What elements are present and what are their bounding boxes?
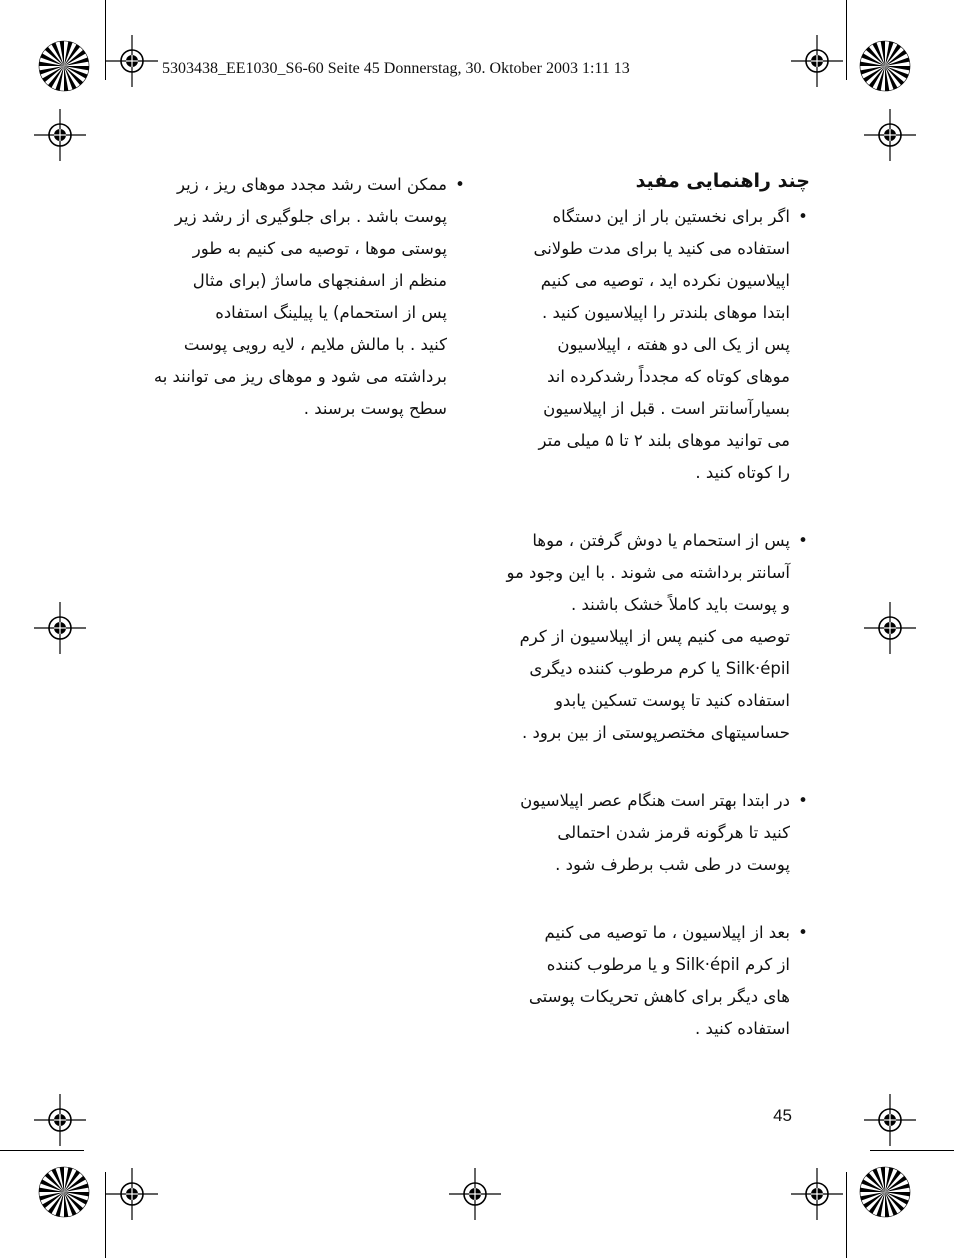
crop-mark-line xyxy=(0,1150,84,1151)
text-line: را کوتاه کنید . xyxy=(695,463,790,482)
text-line: استفاده کنید تا پوست تسکین یابدو xyxy=(554,691,790,710)
bullet-marker: • xyxy=(455,175,465,194)
text-line: کنید . با مالش ملایم ، لایه رویی پوست xyxy=(183,335,447,354)
tip-item xyxy=(510,785,810,881)
text-line: و پوست باید کاملاً خشک باشند . xyxy=(570,595,790,614)
text-line: از کرم Silk·épil و یا مرطوب کننده xyxy=(546,955,790,974)
page-number: 45 xyxy=(773,1106,792,1125)
text-line: موهای کوتاه که مجدداً رشدکرده اند xyxy=(547,367,790,386)
text-line: پس از یک الی دو هفته ، اپیلاسیون xyxy=(557,335,790,354)
text-line: Silk·épil یا کرم مرطوب کننده دیگری xyxy=(529,659,790,678)
tip-item xyxy=(506,525,810,749)
text-line: ابتدا موهای بلندتر را اپیلاسیون کنید . xyxy=(542,303,790,322)
tip-item xyxy=(510,201,810,489)
text-line: ممکن است رشد مجدد موهای ریز ، زیر xyxy=(177,175,447,194)
text-line: اپیلاسیون نکرده اید ، توصیه می کنیم xyxy=(540,271,790,290)
star-target-icon xyxy=(859,1166,911,1218)
bullet-marker: • xyxy=(798,923,808,942)
text-line: پوست در طی شب برطرف شود . xyxy=(555,855,790,874)
registration-target-icon xyxy=(862,600,918,656)
bullet-marker: • xyxy=(798,791,808,810)
registration-target-icon xyxy=(447,1166,503,1222)
registration-target-icon xyxy=(862,1092,918,1148)
star-target-icon xyxy=(38,1166,90,1218)
right-column xyxy=(506,201,810,1045)
registration-target-icon xyxy=(104,33,160,89)
registration-target-icon xyxy=(789,1166,845,1222)
registration-target-icon xyxy=(862,107,918,163)
text-line: آسانتر برداشته می شوند . با این وجود مو xyxy=(506,563,790,582)
text-line: برداشته می شود و موهای ریز می توانند به xyxy=(153,367,447,386)
crop-mark-line xyxy=(846,1172,847,1258)
text-line: در ابتدا بهتر است هنگام عصر اپیلاسیون xyxy=(520,791,790,810)
registration-target-icon xyxy=(32,600,88,656)
tip-item xyxy=(147,169,467,425)
text-line: بعد از اپیلاسیون ، ما توصیه می کنیم xyxy=(544,923,790,942)
star-target-icon xyxy=(38,40,90,92)
left-column xyxy=(147,169,467,425)
text-line: توصیه می کنیم پس از اپیلاسیون از کرم xyxy=(519,627,790,646)
text-line: سطح پوست برسند . xyxy=(303,399,447,418)
text-line: منظم از اسفنجهای ماساژ (برای مثال xyxy=(192,271,447,290)
tip-item xyxy=(510,917,810,1045)
text-line: می توانید موهای بلند ۲ تا ۵ میلی متر xyxy=(538,431,790,450)
text-line: پس از استحمام) یا پیلینگ استفاده xyxy=(215,303,447,322)
star-target-icon xyxy=(859,40,911,92)
crop-mark-line xyxy=(870,1150,954,1151)
text-line: پس از استحمام یا دوش گرفتن ، موها xyxy=(532,531,790,550)
registration-target-icon xyxy=(104,1166,160,1222)
crop-mark-line xyxy=(846,0,847,80)
text-line: استفاده می کنید یا برای مدت طولانی xyxy=(533,239,790,258)
text-line: استفاده کنید . xyxy=(695,1019,790,1038)
text-line: پوستی موها ، توصیه می کنیم به طور xyxy=(192,239,447,258)
text-line: حساسیتهای مختصرپوستی از بین برود . xyxy=(522,723,790,742)
bullet-marker: • xyxy=(798,207,808,226)
section-heading: چند راهنمایی مفید xyxy=(635,170,810,192)
text-line: اگر برای نخستین بار از این دستگاه xyxy=(552,207,790,226)
print-slug-header: 5303438_EE1030_S6-60 Seite 45 Donnerstag, 30. Oktober 2003 1:11 13 xyxy=(162,60,630,77)
text-line: کنید تا هرگونه قرمز شدن احتمالی xyxy=(557,823,790,842)
bullet-marker: • xyxy=(798,531,808,550)
registration-target-icon xyxy=(789,33,845,89)
text-line: های دیگر برای کاهش تحریکات پوستی xyxy=(528,987,790,1006)
text-line: بسیارآسانتر است . قبل از اپیلاسیون xyxy=(543,399,790,418)
registration-target-icon xyxy=(32,107,88,163)
text-line: پوست باشد . برای جلوگیری از رشد زیر xyxy=(174,207,447,226)
registration-target-icon xyxy=(32,1092,88,1148)
